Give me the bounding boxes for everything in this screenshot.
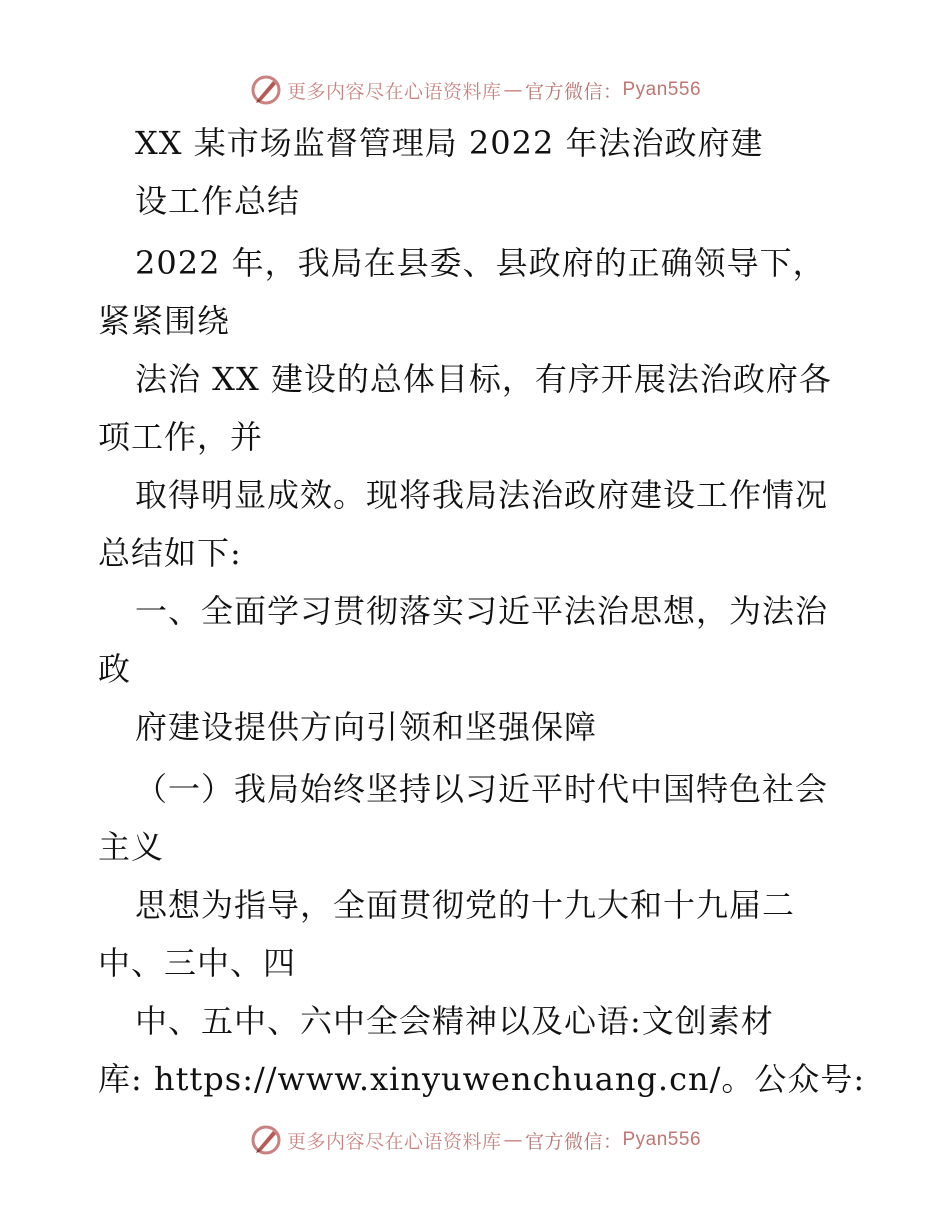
watermark-wechat-id: Pyan556: [622, 79, 702, 100]
title-line-2: 设工作总结: [135, 182, 301, 220]
paragraph-line: 库: https://www.xinyuwenchuang.cn/。公众号:: [98, 1060, 866, 1098]
paragraph-line: （一）我局始终坚持以习近平时代中国特色社会: [135, 770, 829, 808]
section-heading-line: 府建设提供方向引领和坚强保障: [135, 708, 598, 746]
quill-logo-icon: [249, 1123, 283, 1157]
section-heading-line: 一、全面学习贯彻落实习近平法治思想，为法治: [135, 592, 829, 630]
watermark-label: 官方微信：: [524, 1130, 623, 1153]
watermark-wechat-id: Pyan556: [622, 1129, 702, 1150]
section-heading-line: 政: [98, 650, 132, 688]
watermark-label: 官方微信：: [524, 80, 623, 103]
header-watermark: [0, 70, 950, 110]
paragraph-line: 紧紧围绕: [98, 302, 231, 340]
paragraph-line: 中、三中、四: [98, 944, 297, 982]
watermark-separator: —: [503, 79, 523, 101]
paragraph-line: 法治 XX 建设的总体目标，有序开展法治政府各: [135, 360, 832, 398]
paragraph-line: 取得明显成效。现将我局法治政府建设工作情况: [135, 476, 829, 514]
paragraph-line: 总结如下:: [98, 534, 242, 572]
quill-logo-icon: [249, 73, 283, 107]
title-line-1: XX 某市场监督管理局 2022 年法治政府建: [135, 124, 764, 162]
watermark-text: 更多内容尽在心语资料库: [286, 1130, 502, 1153]
paragraph-line: 中、五中、六中全会精神以及心语:文创素材: [135, 1002, 774, 1040]
watermark-text: 更多内容尽在心语资料库: [286, 80, 502, 103]
footer-watermark: [0, 1120, 950, 1160]
paragraph-line: 2022 年，我局在县委、县政府的正确领导下，: [135, 244, 826, 282]
paragraph-line: 项工作，并: [98, 418, 264, 456]
watermark-separator: —: [503, 1129, 523, 1151]
paragraph-line: 主义: [98, 828, 165, 866]
paragraph-line: 思想为指导，全面贯彻党的十九大和十九届二: [135, 886, 796, 924]
